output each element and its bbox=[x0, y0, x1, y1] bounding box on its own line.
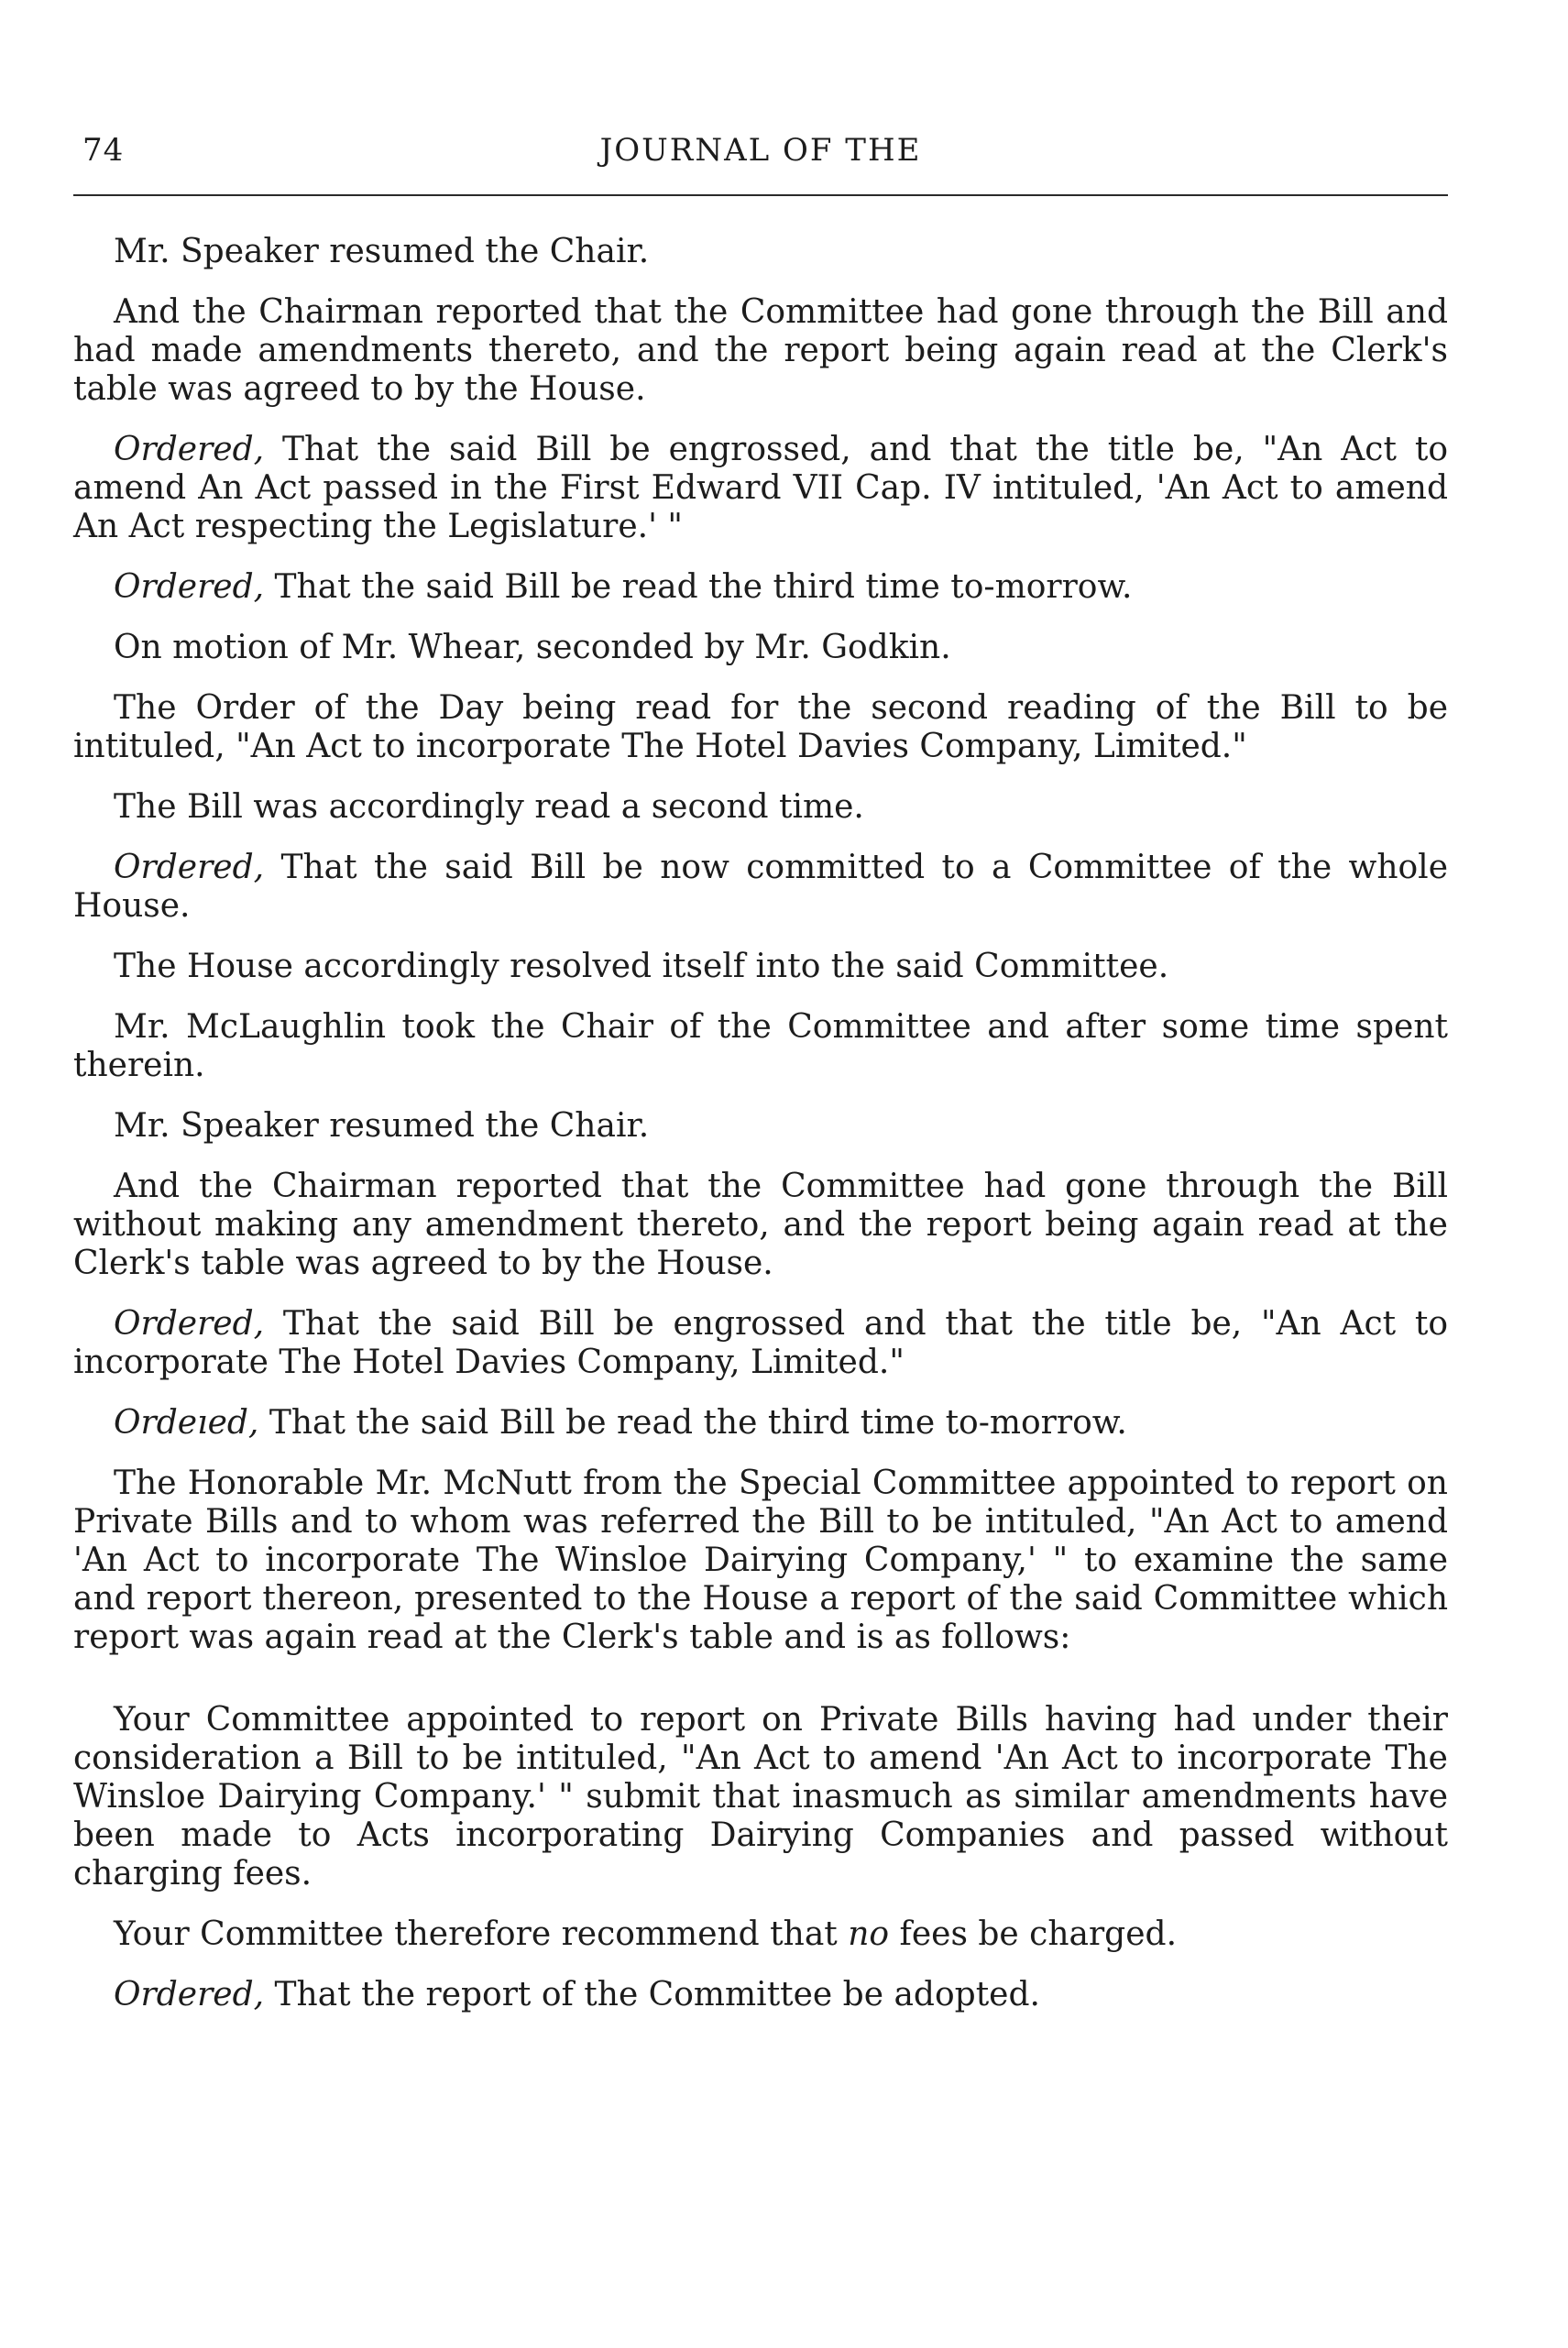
paragraph: Mr. Speaker resumed the Chair. bbox=[114, 233, 650, 270]
paragraph: Ordered, That the said Bill be now committed to a Committee of the whole House. bbox=[73, 849, 1448, 925]
running-head bbox=[73, 119, 1448, 174]
paragraph: The Honorable Mr. McNutt from the Special Committee appointed to report on Private Bills and to whom was referred the Bill to be intituled, "An Act to amend 'An Act to incorporate The Winsloe Dairying Company,' " to examine the same and report thereon, presented to the House a report of the said Committee which report was again read at the Clerk's table and is as follows: bbox=[73, 1465, 1448, 1656]
paragraph: Mr. McLaughlin took the Chair of the Committee and after some time spent therein. bbox=[73, 1008, 1448, 1084]
paragraph: On motion of Mr. Whear, seconded by Mr. Godkin. bbox=[114, 629, 951, 666]
ordered-lead: Ordered, bbox=[114, 1305, 265, 1343]
emphasis: no bbox=[848, 1915, 890, 1953]
ordered-lead: Ordered, bbox=[114, 1976, 265, 2013]
ordered-lead: Ordered, bbox=[114, 849, 265, 886]
journal-page bbox=[73, 119, 1448, 2036]
paragraph: And the Chairman reported that the Committee had gone through the Bill without making any amendment thereto, and the report being again read at the Clerk's table was agreed to by the House. bbox=[73, 1168, 1448, 1282]
ordered-lead: Ordeıed, bbox=[114, 1404, 259, 1442]
paragraph: The Order of the Day being read for the second reading of the Bill to be intituled, "An Act to incorporate The Hotel Davies Company, Limited." bbox=[73, 689, 1448, 765]
paragraph: And the Chairman reported that the Committee had gone through the Bill and had made amendments thereto, and the report being again read at the Clerk's table was agreed to by the House. bbox=[73, 293, 1448, 408]
committee-report: Your Committee appointed to report on Private Bills having had under their consideration a Bill to be intituled, "An Act to amend 'An Act to incorporate The Winsloe Dairying Company.' " submit that inasmuch as similar amendments have been made to Acts incorporating Dairying Companies and passed without charging fees. bbox=[73, 1701, 1448, 1893]
paragraph: Ordered, That the said Bill be read the third time to-morrow. bbox=[114, 568, 1133, 606]
paragraph: Ordeıed, That the said Bill be read the third time to-morrow. bbox=[114, 1404, 1127, 1442]
paragraph: Ordered, That the report of the Committee be adopted. bbox=[114, 1976, 1040, 2013]
paragraph: Mr. Speaker resumed the Chair. bbox=[114, 1107, 650, 1145]
page-number: 74 bbox=[82, 132, 125, 169]
journal-body bbox=[73, 233, 1448, 2014]
paragraph: Ordered, That the said Bill be engrossed and that the title be, "An Act to incorporate The Hotel Davies Company, Limited." bbox=[73, 1305, 1448, 1381]
header-rule bbox=[73, 194, 1448, 196]
paragraph: Ordered, That the said Bill be engrossed, and that the title be, "An Act to amend An Act passed in the First Edward VII Cap. IV intituled, 'An Act to amend An Act respecting the Legislature.' " bbox=[73, 431, 1448, 545]
running-title: JOURNAL OF THE bbox=[599, 132, 922, 169]
paragraph: The House accordingly resolved itself into the said Committee. bbox=[114, 948, 1169, 985]
ordered-lead: Ordered, bbox=[114, 568, 265, 606]
paragraph: Your Committee therefore recommend that no fees be charged. bbox=[114, 1915, 1178, 1953]
paragraph: The Bill was accordingly read a second time. bbox=[114, 788, 864, 826]
ordered-lead: Ordered, bbox=[114, 431, 265, 468]
